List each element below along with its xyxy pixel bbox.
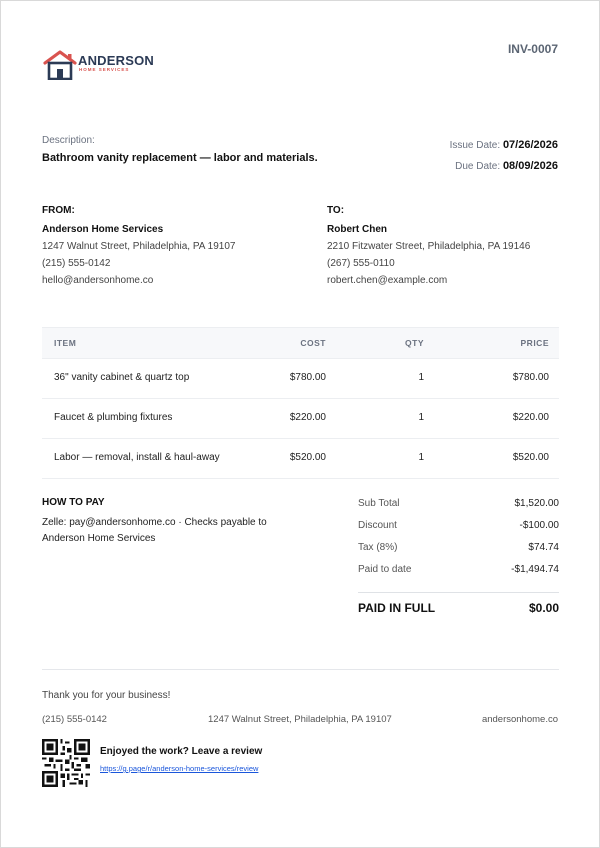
header-qty: QTY	[405, 338, 424, 348]
from-name: Anderson Home Services	[42, 224, 164, 235]
from-block	[42, 202, 235, 289]
due-date-row	[450, 156, 558, 177]
row-cost: $220.00	[289, 412, 326, 423]
row-price: $520.00	[512, 452, 549, 463]
from-phone: (215) 555-0142	[42, 258, 111, 269]
footer-phone: (215) 555-0142	[42, 714, 107, 725]
tax-row	[358, 542, 559, 564]
review-heading: Enjoyed the work? Leave a review	[100, 746, 263, 757]
row-item: Labor — removal, install & haul-away	[54, 452, 220, 463]
footer-address: 1247 Walnut Street, Philadelphia, PA 19107	[208, 714, 392, 725]
totals-block	[358, 498, 559, 621]
header-item: ITEM	[54, 338, 77, 348]
to-phone: (267) 555-0110	[327, 258, 395, 269]
description-text: Bathroom vanity replacement — labor and materials.	[42, 152, 318, 164]
row-price: $780.00	[512, 372, 549, 383]
to-address: 2210 Fitzwater Street, Philadelphia, PA 19146	[327, 241, 531, 252]
discount-row	[358, 520, 559, 542]
balance-value: $0.00	[528, 601, 559, 615]
from-address: 1247 Walnut Street, Philadelphia, PA 19107	[42, 241, 236, 252]
tax-value: $74.74	[528, 542, 559, 553]
to-block	[327, 202, 530, 289]
table-row	[42, 399, 559, 439]
discount-value: -$100.00	[519, 520, 559, 531]
due-date-label: Due Date:	[455, 161, 501, 172]
row-item: 36" vanity cabinet & quartz top	[54, 372, 190, 383]
tax-label: Tax (8%)	[358, 542, 398, 553]
row-cost: $520.00	[289, 452, 326, 463]
from-label: FROM:	[42, 205, 75, 216]
brand-name: ANDERSON	[78, 53, 154, 68]
due-date-value: 08/09/2026	[502, 160, 558, 172]
brand-subtitle: HOME SERVICES	[79, 67, 130, 72]
invoice-dates	[450, 135, 558, 177]
issue-date-label: Issue Date:	[449, 140, 501, 151]
invoice-number: INV-0007	[507, 42, 558, 56]
paid-to-date-row	[358, 564, 559, 586]
subtotal-value: $1,520.00	[514, 498, 559, 509]
row-price: $220.00	[512, 412, 549, 423]
house-logo-icon	[43, 50, 77, 80]
header-price: PRICE	[520, 338, 549, 348]
balance-row	[358, 592, 559, 621]
paid-to-date-label: Paid to date	[358, 564, 412, 575]
subtotal-label: Sub Total	[358, 498, 400, 509]
footer-website[interactable]: andersonhome.co	[481, 714, 558, 725]
issue-date-value: 07/26/2026	[502, 139, 558, 151]
row-item: Faucet & plumbing fixtures	[54, 412, 173, 423]
paid-to-date-value: -$1,494.74	[511, 564, 559, 575]
to-email: robert.chen@example.com	[327, 275, 448, 286]
line-items-table	[42, 327, 559, 479]
table-row	[42, 359, 559, 399]
from-email: hello@andersonhome.co	[42, 275, 154, 286]
row-qty: 1	[418, 372, 424, 383]
header-cost: COST	[300, 338, 326, 348]
discount-label: Discount	[358, 520, 397, 531]
row-qty: 1	[418, 452, 424, 463]
thank-you-text: Thank you for your business!	[42, 690, 171, 701]
subtotal-row	[358, 498, 559, 520]
how-to-pay-heading: HOW TO PAY	[42, 497, 105, 508]
row-qty: 1	[418, 412, 424, 423]
qr-code-icon[interactable]	[42, 739, 90, 787]
row-cost: $780.00	[289, 372, 326, 383]
table-header	[42, 327, 559, 359]
table-row	[42, 439, 559, 479]
review-link[interactable]: https://g.page/r/anderson-home-services/review	[100, 764, 259, 773]
to-name: Robert Chen	[327, 224, 387, 235]
footer-divider	[42, 669, 559, 670]
balance-label: PAID IN FULL	[358, 601, 436, 615]
issue-date-row	[450, 135, 558, 156]
description-label: Description:	[42, 135, 95, 146]
how-to-pay-text: Zelle: pay@andersonhome.co · Checks payable to Anderson Home Services	[42, 517, 267, 544]
to-label: TO:	[327, 205, 345, 216]
